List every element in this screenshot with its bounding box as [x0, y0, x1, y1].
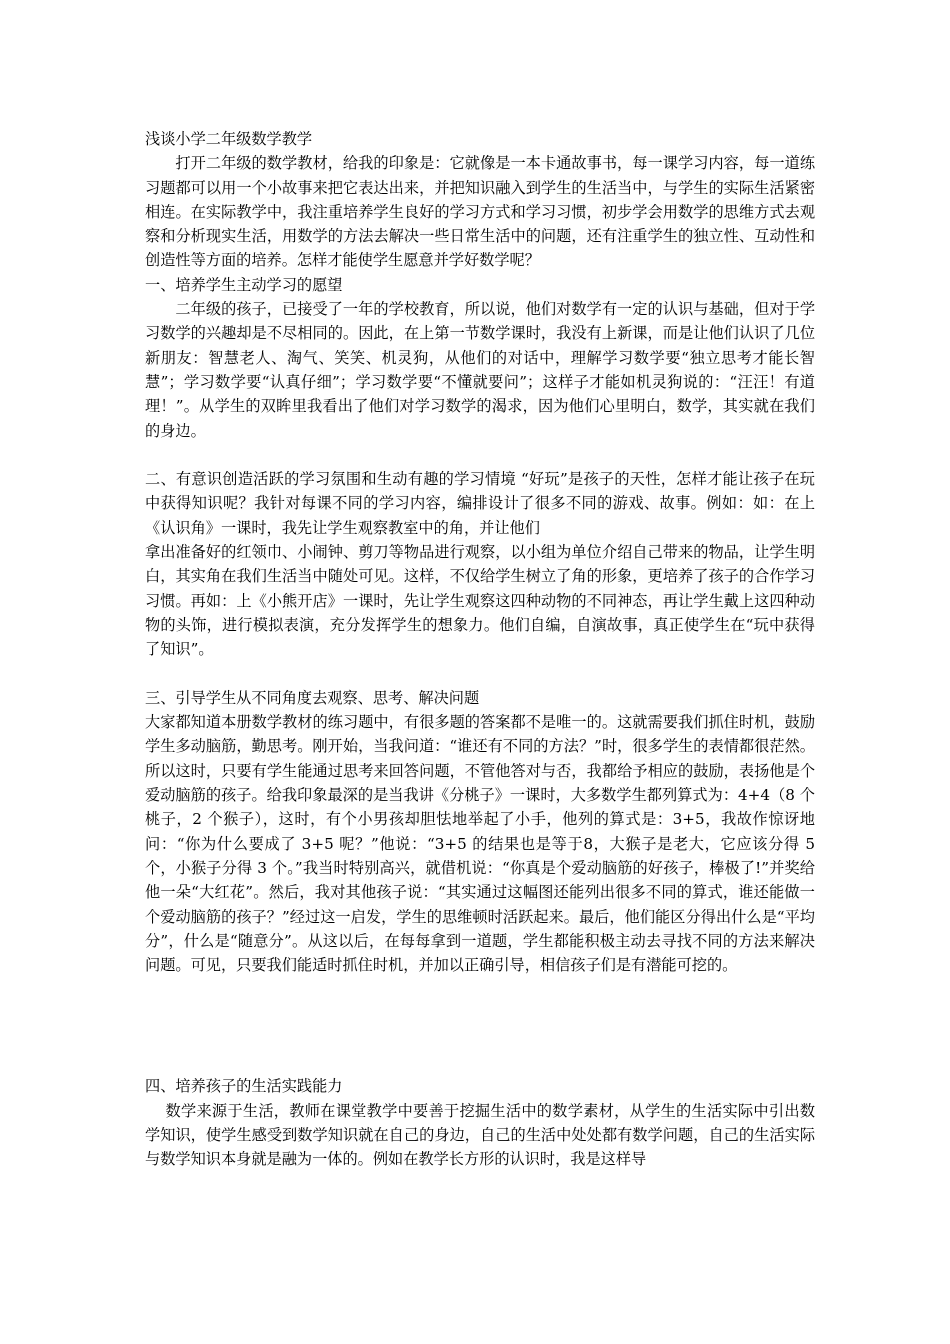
section-2-paragraph: 拿出准备好的红领巾、小闹钟、剪刀等物品进行观察，以小组为单位介绍自己带来的物品，让学生明白，其实角在我们生活当中随处可见。这样，不仅给学生树立了角的形象，更培养了孩子的合作学习习惯。再如：上《小熊开店》一课时，先让学生观察这四种动物的不同神态，再让学生戴上这四种动物的头饰，进行模拟表演，充分发挥学生的想象力。他们自编，自演故事，真正使学生在“玩中获得了知识”。 [145, 543, 815, 659]
section-4-paragraph: 数学来源于生活，教师在课堂教学中要善于挖掘生活中的数学素材，从学生的生活实际中引出数学知识，使学生感受到数学知识就在自己的身边，自己的生活中处处都有数学问题，自己的生活实际与数学知识本身就是融为一体的。例如在教学长方形的认识时，我是这样导 [145, 1101, 815, 1169]
section-4-heading: 四、培养孩子的生活实践能力 [145, 1077, 343, 1096]
intro-paragraph: 打开二年级的数学教材，给我的印象是：它就像是一本卡通故事书，每一课学习内容，每一道练习题都可以用一个小故事来把它表达出来，并把知识融入到学生的生活当中，与学生的实际生活紧密相连。在实际教学中，我注重培养学生良好的学习方式和学习习惯，初步学会用数学的思维方式去观察和分析现实生活，用数学的方法去解决一些日常生活中的问题，还有注重学生的独立性、互动性和创造性等方面的培养。怎样才能使学生愿意并学好数学呢？ [145, 154, 815, 270]
section-1-paragraph: 二年级的孩子，已接受了一年的学校教育，所以说，他们对数学有一定的认识与基础，但对于学习数学的兴趣却是不尽相同的。因此，在上第一节数学课时，我没有上新课，而是让他们认识了几位新朋友：智慧老人、淘气、笑笑、机灵狗，从他们的对话中，理解学习数学要“独立思考才能长智慧”；学习数学要“认真仔细”；学习数学要“不懂就要问”；这样子才能如机灵狗说的：“汪汪！有道理！”。从学生的双眸里我看出了他们对学习数学的渴求，因为他们心里明白，数学，其实就在我们的身边。 [145, 300, 815, 440]
section-1-heading: 一、培养学生主动学习的愿望 [145, 275, 343, 294]
section-3-paragraph: 大家都知道本册数学教材的练习题中，有很多题的答案都不是唯一的。这就需要我们抓住时机，鼓励学生多动脑筋，勤思考。刚开始，当我问道：“谁还有不同的方法？”时，很多学生的表情都很茫然。所以这时，只要有学生能通过思考来回答问题，不管他答对与否，我都给予相应的鼓励，表扬他是个爱动脑筋的孩子。给我印象最深的是当我讲《分桃子》一课时，大多数学生都列算式为：4+4（8 个桃子，2 个猴子），这时，有个小男孩却胆怯地举起了小手，他列的算式是：3+5，我故作惊讶地问：“你为什么要成了 3+5 呢？”他说：“3+5 的结果也是等于8，大猴子是老大，它应该分得 5 个，小猴子分得 3 个。”我当时特别高兴，就借机说：“你真是个爱动脑筋的好孩子，棒极了!”并奖给他一朵“大红花”。然后，我对其他孩子说：“其实通过这幅图还能列出很多不同的算式，谁还能做一个爱动脑筋的孩子？”经过这一启发，学生的思维顿时活跃起来。最后，他们能区分得出什么是“平均分”，什么是“随意分”。从这以后，在每每拿到一道题，学生都能积极主动去寻找不同的方法来解决问题。可见，只要我们能适时抓住时机，并加以正确引导，相信孩子们是有潜能可挖的。 [145, 713, 815, 975]
section-3-heading: 三、引导学生从不同角度去观察、思考、解决问题 [145, 688, 480, 707]
document-content [145, 127, 815, 1172]
blank-line [145, 662, 815, 686]
blank-line [145, 443, 815, 467]
blank-space [145, 977, 815, 1074]
section-2-heading-paragraph: 二、有意识创造活跃的学习氛围和生动有趣的学习情境 “好玩”是孩子的天性，怎样才能让孩子在玩中获得知识呢？我针对每课不同的学习内容，编排设计了很多不同的游戏、故事。例如：如：在上《认识角》一课时，我先让学生观察教室中的角，并让他们 [145, 470, 815, 537]
document-title: 浅谈小学二年级数学教学 [145, 130, 313, 148]
